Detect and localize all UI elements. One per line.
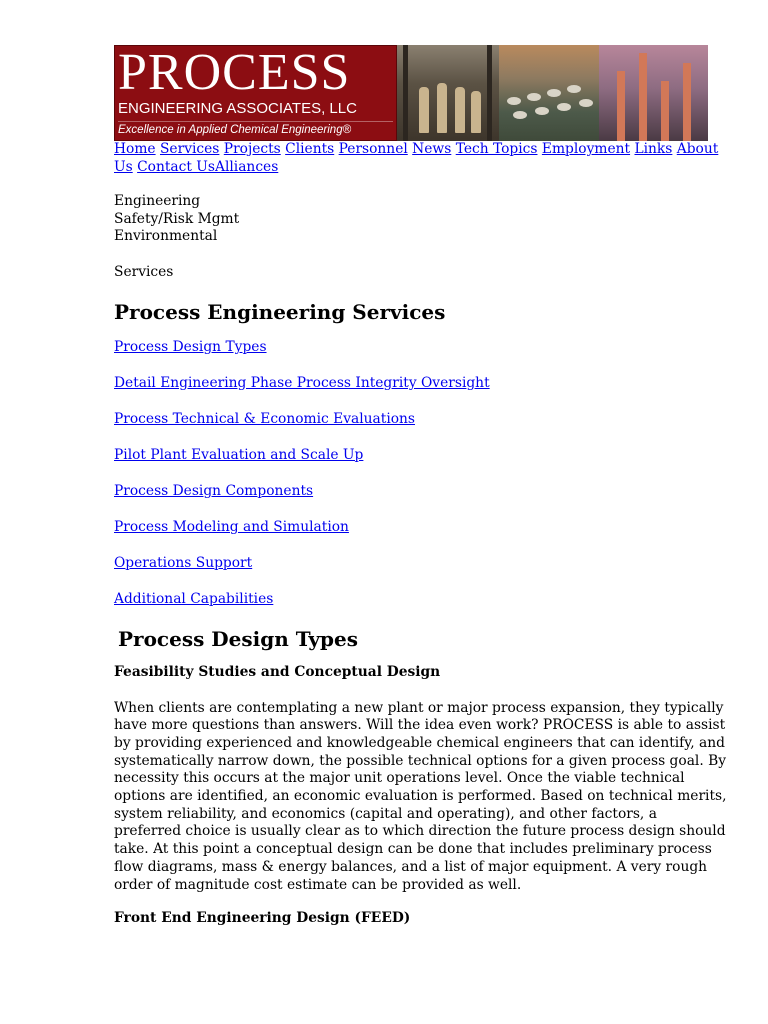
logo-subtitle: ENGINEERING ASSOCIATES, LLC — [118, 100, 357, 117]
tank-farm-photo — [499, 45, 599, 141]
link-operations-support[interactable]: Operations Support — [114, 555, 253, 571]
feed-heading: Front End Engineering Design (FEED) — [114, 910, 411, 927]
link-modeling-simulation[interactable]: Process Modeling and Simulation — [114, 519, 349, 535]
workers-photo — [397, 45, 499, 141]
logo-tagline: Excellence in Applied Chemical Engineering® — [118, 121, 393, 137]
category-list — [114, 193, 724, 246]
nav-contact-us[interactable]: Contact Us — [137, 158, 215, 175]
page — [114, 44, 727, 928]
logo-name: PROCESS — [118, 44, 351, 101]
company-logo[interactable] — [114, 45, 397, 141]
service-links — [114, 339, 724, 609]
link-design-components[interactable]: Process Design Components — [114, 483, 314, 499]
feasibility-paragraph: When clients are contemplating a new plant or major process expansion, they typically have more questions than answers. Will the idea even work? PROCESS is able to assist by providing experienced and knowledgeable chemical engineers that can identify, and systematically narrow down, the possible technical options for a given process goal. By necessity this occurs at the major unit operations level. Once the viable technical options are identified, an economic evaluation is performed. Based on technical merits, system reliability, and economics (capital and operating), and other factors, a preferred choice is usually clear as to which direction the future process design should take. At this point a conceptual design can be done that includes preliminary process flow diagrams, mass & energy balances, and a list of major equipment. A very rough order of magnitude cost estimate can be provided as well. — [114, 699, 727, 893]
section-heading-design-types: Process Design Types — [118, 627, 358, 651]
category-engineering: Engineering — [114, 193, 201, 209]
main-nav — [114, 141, 724, 176]
page-title: Process Engineering Services — [114, 300, 446, 324]
nav-tech-topics[interactable]: Tech Topics — [455, 141, 538, 157]
link-technical-economic[interactable]: Process Technical & Economic Evaluations — [114, 411, 415, 427]
nav-personnel[interactable]: Personnel — [338, 141, 408, 157]
nav-alliances[interactable]: Alliances — [215, 158, 279, 175]
nav-clients[interactable]: Clients — [285, 141, 335, 157]
nav-employment[interactable]: Employment — [541, 141, 631, 157]
nav-home[interactable]: Home — [114, 141, 156, 157]
nav-news[interactable]: News — [412, 141, 452, 157]
banner-photos — [397, 45, 708, 141]
nav-projects[interactable]: Projects — [223, 141, 281, 157]
site-banner[interactable] — [114, 45, 708, 141]
link-additional-capabilities[interactable]: Additional Capabilities — [114, 591, 274, 607]
nav-about-us[interactable]: About Us — [114, 141, 719, 175]
link-process-design-types[interactable]: Process Design Types — [114, 339, 267, 355]
link-pilot-plant[interactable]: Pilot Plant Evaluation and Scale Up — [114, 447, 364, 463]
link-detail-engineering[interactable]: Detail Engineering Phase Process Integrity Oversight — [114, 375, 490, 391]
refinery-columns-photo — [599, 45, 708, 141]
nav-services[interactable]: Services — [159, 141, 220, 157]
category-safety: Safety/Risk Mgmt — [114, 210, 240, 227]
category-environmental: Environmental — [114, 228, 218, 244]
section-label: Services — [114, 263, 174, 280]
nav-links[interactable]: Links — [634, 141, 673, 157]
feasibility-heading: Feasibility Studies and Conceptual Design — [114, 664, 441, 680]
